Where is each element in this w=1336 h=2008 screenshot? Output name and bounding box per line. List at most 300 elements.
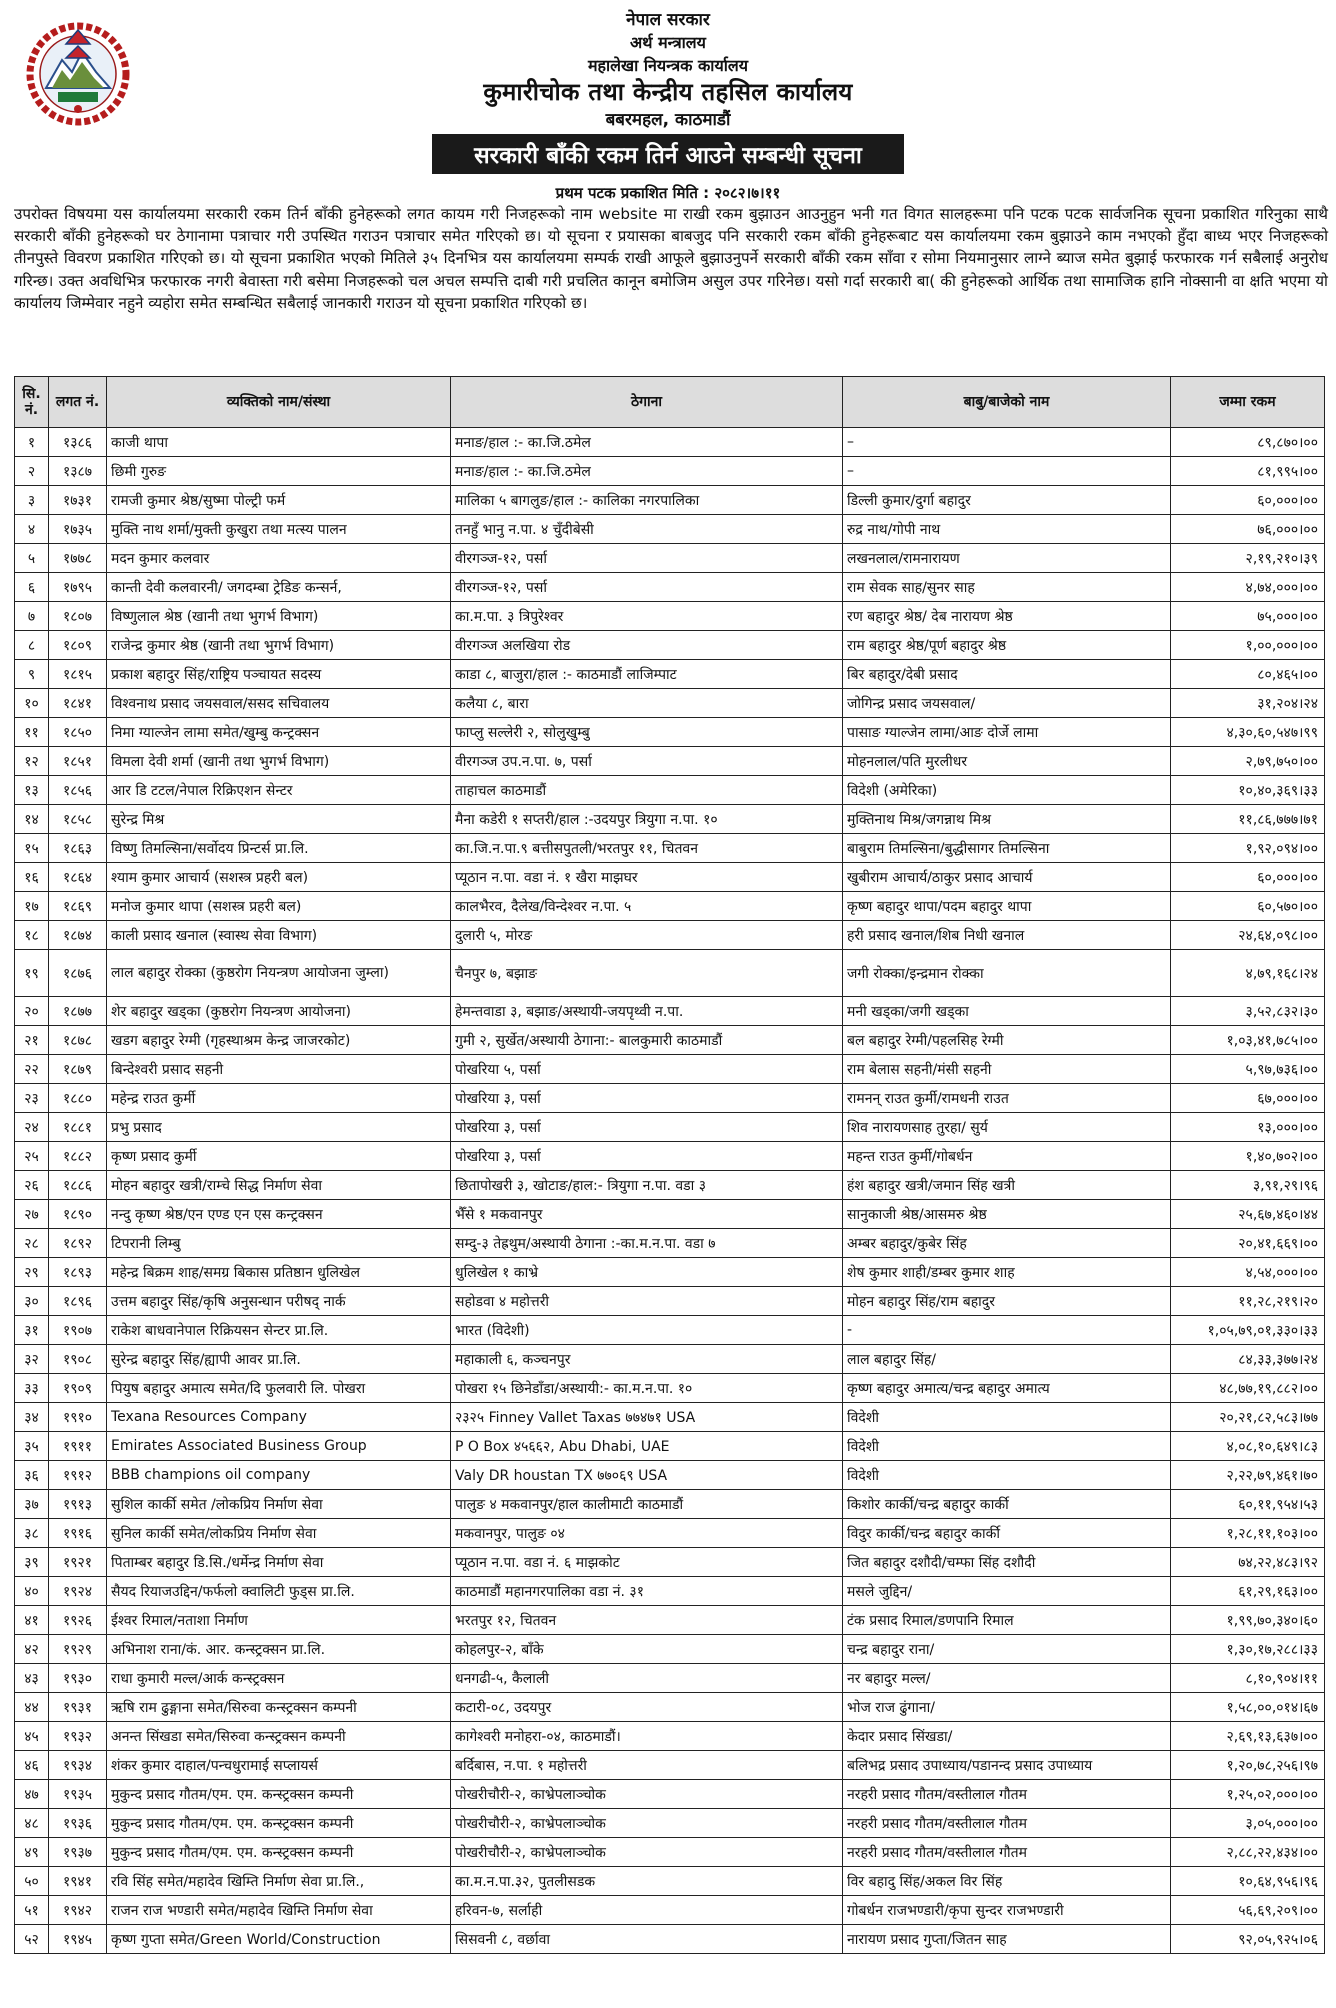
- table-row: [15, 1316, 1325, 1345]
- row-serial: ३६: [15, 1461, 49, 1490]
- row-father-grandfather: हंश बहादुर खत्री/जमान सिंह खत्री: [843, 1171, 1171, 1200]
- row-amount: ६७,०००।००: [1171, 1084, 1325, 1113]
- row-father-grandfather: नरहरी प्रसाद गौतम/वस्तीलाल गौतम: [843, 1838, 1171, 1867]
- row-address: भैँसे १ मकवानपुर: [451, 1200, 843, 1229]
- row-father-grandfather: डिल्ली कुमार/दुर्गा बहादुर: [843, 486, 1171, 515]
- table-row: [15, 892, 1325, 921]
- row-address: पोखरा १५ छिनेडाँडा/अस्थायी:- का.म.न.पा. १०: [451, 1374, 843, 1403]
- row-father-grandfather: मोहन बहादुर सिंह/राम बहादुर: [843, 1287, 1171, 1316]
- row-name: विष्णुलाल श्रेष्ठ (खानी तथा भुगर्भ विभाग): [107, 602, 451, 631]
- table-row: [15, 1809, 1325, 1838]
- row-name: विष्णु तिमल्सिना/सर्वोदय प्रिन्टर्स प्रा.लि.: [107, 834, 451, 863]
- row-serial: ३१: [15, 1316, 49, 1345]
- row-father-grandfather: -: [843, 1316, 1171, 1345]
- row-address: वीरगञ्ज-१२, पर्सा: [451, 573, 843, 602]
- table-row: [15, 921, 1325, 950]
- row-name: कान्ती देवी कलवारनी/ जगदम्बा ट्रेडिङ कन्सर्न,: [107, 573, 451, 602]
- row-address: मकवानपुर, पालुङ ०४: [451, 1519, 843, 1548]
- dues-table: [14, 376, 1325, 1954]
- row-record-no: १८०९: [49, 631, 107, 660]
- row-record-no: १८१५: [49, 660, 107, 689]
- row-amount: ६०,११,९५४।५३: [1171, 1490, 1325, 1519]
- row-address: धुलिखेल १ काभ्रे: [451, 1258, 843, 1287]
- row-address: सहोडवा ४ महोत्तरी: [451, 1287, 843, 1316]
- row-amount: १,९९,७०,३४०।६०: [1171, 1606, 1325, 1635]
- row-amount: ७६,०००।००: [1171, 515, 1325, 544]
- row-serial: २८: [15, 1229, 49, 1258]
- row-address: वीरगञ्ज उप.न.पा. ७, पर्सा: [451, 747, 843, 776]
- row-record-no: १८६९: [49, 892, 107, 921]
- row-record-no: १९२९: [49, 1635, 107, 1664]
- row-serial: २६: [15, 1171, 49, 1200]
- row-serial: २: [15, 457, 49, 486]
- row-amount: २,७९,७५०।००: [1171, 747, 1325, 776]
- row-serial: १५: [15, 834, 49, 863]
- row-father-grandfather: लाल बहादुर सिंह/: [843, 1345, 1171, 1374]
- row-father-grandfather: केदार प्रसाद सिंखडा/: [843, 1722, 1171, 1751]
- table-row: [15, 1693, 1325, 1722]
- row-serial: १२: [15, 747, 49, 776]
- row-record-no: १८८६: [49, 1171, 107, 1200]
- row-serial: ३४: [15, 1403, 49, 1432]
- row-amount: १,५८,००,०१४।६७: [1171, 1693, 1325, 1722]
- row-amount: ८९,८७०।००: [1171, 428, 1325, 457]
- row-serial: ३०: [15, 1287, 49, 1316]
- row-name: अनन्त सिंखडा समेत/सिरुवा कन्स्ट्रक्सन कम्पनी: [107, 1722, 451, 1751]
- row-father-grandfather: पासाङ ग्याल्जेन लामा/आङ दोर्जे लामा: [843, 718, 1171, 747]
- row-serial: ४८: [15, 1809, 49, 1838]
- table-header-row: [15, 377, 1325, 428]
- row-address: हरिवन-७, सर्लाही: [451, 1896, 843, 1925]
- row-amount: २,२२,७९,४६१।७०: [1171, 1461, 1325, 1490]
- notice-banner: सरकारी बाँकी रकम तिर्न आउने सम्बन्धी सूचना: [432, 134, 904, 174]
- row-record-no: १९३०: [49, 1664, 107, 1693]
- row-address: काठमाडौं महानगरपालिका वडा नं. ३१: [451, 1577, 843, 1606]
- row-address: पोखरिया ५, पर्सा: [451, 1055, 843, 1084]
- row-record-no: १९०८: [49, 1345, 107, 1374]
- row-father-grandfather: चन्द्र बहादुर राना/: [843, 1635, 1171, 1664]
- row-record-no: १८९३: [49, 1258, 107, 1287]
- row-name: मनोज कुमार थापा (सशस्त्र प्रहरी बल): [107, 892, 451, 921]
- row-father-grandfather: मोहनलाल/पति मुरलीधर: [843, 747, 1171, 776]
- row-record-no: १९२६: [49, 1606, 107, 1635]
- row-father-grandfather: कृष्ण बहादुर थापा/पदम बहादुर थापा: [843, 892, 1171, 921]
- header-address: ठेगाना: [451, 377, 843, 428]
- row-record-no: १९११: [49, 1432, 107, 1461]
- row-amount: ६०,०००।००: [1171, 863, 1325, 892]
- row-record-no: १९३५: [49, 1780, 107, 1809]
- row-amount: २४,६४,०९८।००: [1171, 921, 1325, 950]
- row-address: पोखरीचौरी-२, काभ्रेपलाञ्चोक: [451, 1838, 843, 1867]
- row-serial: ४०: [15, 1577, 49, 1606]
- table-row: [15, 1229, 1325, 1258]
- row-address: कागेश्वरी मनोहरा-०४, काठमाडौं।: [451, 1722, 843, 1751]
- row-amount: १०,६४,९५६।९६: [1171, 1867, 1325, 1896]
- row-name: पिताम्बर बहादुर डि.सि./धर्मेन्द्र निर्माण सेवा: [107, 1548, 451, 1577]
- row-serial: ४३: [15, 1664, 49, 1693]
- row-amount: १,३०,१७,२८८।३३: [1171, 1635, 1325, 1664]
- table-row: [15, 660, 1325, 689]
- row-address: का.म.पा. ३ त्रिपुरेश्वर: [451, 602, 843, 631]
- row-serial: ४: [15, 515, 49, 544]
- table-row: [15, 776, 1325, 805]
- row-address: पालुङ ४ मकवानपुर/हाल कालीमाटी काठमाडौं: [451, 1490, 843, 1519]
- row-amount: ६०,५७०।००: [1171, 892, 1325, 921]
- row-address: फाप्लु सल्लेरी २, सोलुखुम्बु: [451, 718, 843, 747]
- row-amount: ३१,२०४।२४: [1171, 689, 1325, 718]
- table-row: [15, 602, 1325, 631]
- table-row: [15, 1055, 1325, 1084]
- row-name: मदन कुमार कलवार: [107, 544, 451, 573]
- row-amount: ४,०८,१०,६४९।८३: [1171, 1432, 1325, 1461]
- row-name: ईश्वर रिमाल/नताशा निर्माण: [107, 1606, 451, 1635]
- row-name: Texana Resources Company: [107, 1403, 451, 1432]
- row-address: मनाङ/हाल :- का.जि.ठमेल: [451, 457, 843, 486]
- row-name: छिमी गुरुङ: [107, 457, 451, 486]
- row-name: सुरेन्द्र मिश्र: [107, 805, 451, 834]
- row-record-no: १९१३: [49, 1490, 107, 1519]
- row-name: सुनिल कार्की समेत/लोकप्रिय निर्माण सेवा: [107, 1519, 451, 1548]
- row-address: का.जि.न.पा.९ बत्तीसपुतली/भरतपुर ११, चितवन: [451, 834, 843, 863]
- table-row: [15, 1171, 1325, 1200]
- table-row: [15, 1838, 1325, 1867]
- row-record-no: १७७८: [49, 544, 107, 573]
- row-record-no: १९२४: [49, 1577, 107, 1606]
- row-serial: ३२: [15, 1345, 49, 1374]
- row-amount: ४,३०,६०,५४७।९९: [1171, 718, 1325, 747]
- row-record-no: १९४१: [49, 1867, 107, 1896]
- row-father-grandfather: टंक प्रसाद रिमाल/डणपानि रिमाल: [843, 1606, 1171, 1635]
- row-father-grandfather: विदेशी: [843, 1461, 1171, 1490]
- row-amount: २,८८,२२,४३४।००: [1171, 1838, 1325, 1867]
- table-row: [15, 1461, 1325, 1490]
- row-father-grandfather: किशोर कार्की/चन्द्र बहादुर कार्की: [843, 1490, 1171, 1519]
- row-address: पोखरीचौरी-२, काभ्रेपलाञ्चोक: [451, 1780, 843, 1809]
- table-row: [15, 718, 1325, 747]
- row-serial: २०: [15, 997, 49, 1026]
- row-record-no: १८८२: [49, 1142, 107, 1171]
- row-name: महेन्द्र राउत कुर्मी: [107, 1084, 451, 1113]
- header-serial: सि. नं.: [15, 377, 49, 428]
- row-amount: ३,०५,०००।००: [1171, 1809, 1325, 1838]
- row-serial: ४९: [15, 1838, 49, 1867]
- row-address: ताहाचल काठमाडौं: [451, 776, 843, 805]
- row-amount: १०,४०,३६९।३३: [1171, 776, 1325, 805]
- row-record-no: १८७६: [49, 950, 107, 997]
- row-name: शेर बहादुर खड्का (कुष्ठरोग नियन्त्रण आयोजना): [107, 997, 451, 1026]
- row-amount: १,२५,०२,०००।००: [1171, 1780, 1325, 1809]
- row-father-grandfather: विदेशी: [843, 1403, 1171, 1432]
- table-row: [15, 1664, 1325, 1693]
- table-row: [15, 1113, 1325, 1142]
- row-address: पोखरिया ३, पर्सा: [451, 1142, 843, 1171]
- office-title: कुमारीचोक तथा केन्द्रीय तहसिल कार्यालय: [483, 78, 853, 106]
- table-row: [15, 747, 1325, 776]
- row-father-grandfather: विर बहादु सिंह/अकल विर सिंह: [843, 1867, 1171, 1896]
- table-row: [15, 1577, 1325, 1606]
- row-name: काजी थापा: [107, 428, 451, 457]
- row-record-no: १८८०: [49, 1084, 107, 1113]
- row-address: सम्दु-३ तेह्रथुम/अस्थायी ठेगाना :-का.म.न.पा. वडा ७: [451, 1229, 843, 1258]
- row-father-grandfather: गोबर्धन राजभण्डारी/कृपा सुन्दर राजभण्डारी: [843, 1896, 1171, 1925]
- table-row: [15, 1345, 1325, 1374]
- row-father-grandfather: बिर बहादुर/देबी प्रसाद: [843, 660, 1171, 689]
- row-father-grandfather: शेष कुमार शाही/डम्बर कुमार शाह: [843, 1258, 1171, 1287]
- table-row: [15, 515, 1325, 544]
- row-serial: ९: [15, 660, 49, 689]
- table-row: [15, 1548, 1325, 1577]
- row-father-grandfather: बल बहादुर रेग्मी/पहलसिह रेग्मी: [843, 1026, 1171, 1055]
- row-amount: १,०५,७९,०१,३३०।३३: [1171, 1316, 1325, 1345]
- row-address: सिसवनी ८, वर्छावा: [451, 1925, 843, 1954]
- row-name: ऋषि राम ढुङ्गाना समेत/सिरुवा कन्स्ट्रक्सन कम्पनी: [107, 1693, 451, 1722]
- row-name: मोहन बहादुर खत्री/राम्चे सिद्ध निर्माण सेवा: [107, 1171, 451, 1200]
- row-name: खडग बहादुर रेग्मी (गृहस्थाश्रम केन्द्र जाजरकोट): [107, 1026, 451, 1055]
- row-name: उत्तम बहादुर सिंह/कृषि अनुसन्धान परीषद् नार्क: [107, 1287, 451, 1316]
- row-record-no: १८७७: [49, 997, 107, 1026]
- row-father-grandfather: अम्बर बहादुर/कुबेर सिंह: [843, 1229, 1171, 1258]
- row-address: तनहुँ भानु न.पा. ४ चुँदीबेसी: [451, 515, 843, 544]
- row-amount: १,०३,४१,७८५।००: [1171, 1026, 1325, 1055]
- row-amount: ८०,४६५।००: [1171, 660, 1325, 689]
- header-name: व्यक्तिको नाम/संस्था: [107, 377, 451, 428]
- row-serial: १६: [15, 863, 49, 892]
- row-record-no: १९१६: [49, 1519, 107, 1548]
- table-row: [15, 428, 1325, 457]
- row-name: राजन राज भण्डारी समेत/महादेव खिम्ति निर्माण सेवा: [107, 1896, 451, 1925]
- row-father-grandfather: सानुकाजी श्रेष्ठ/आसमरु श्रेष्ठ: [843, 1200, 1171, 1229]
- header-father-grandfather: बाबु/बाजेको नाम: [843, 377, 1171, 428]
- row-serial: ३८: [15, 1519, 49, 1548]
- row-serial: ६: [15, 573, 49, 602]
- row-amount: २,१९,२१०।३९: [1171, 544, 1325, 573]
- row-name: लाल बहादुर रोक्का (कुष्ठरोग नियन्त्रण आयोजना जुम्ला): [107, 950, 451, 997]
- table-row: [15, 1142, 1325, 1171]
- row-amount: ८४,३३,३७७।२४: [1171, 1345, 1325, 1374]
- row-name: प्रभु प्रसाद: [107, 1113, 451, 1142]
- row-amount: ८,१०,९०४।११: [1171, 1664, 1325, 1693]
- row-name: मुक्ति नाथ शर्मा/मुक्ती कुखुरा तथा मत्स्य पालन: [107, 515, 451, 544]
- row-name: राकेश बाधवानेपाल रिक्रियसन सेन्टर प्रा.लि.: [107, 1316, 451, 1345]
- table-row: [15, 1258, 1325, 1287]
- row-amount: ३,९१,२९।९६: [1171, 1171, 1325, 1200]
- row-address: कटारी-०८, उदयपुर: [451, 1693, 843, 1722]
- row-serial: १३: [15, 776, 49, 805]
- row-name: राजेन्द्र कुमार श्रेष्ठ (खानी तथा भुगर्भ विभाग): [107, 631, 451, 660]
- row-amount: ३,५२,८३२।३०: [1171, 997, 1325, 1026]
- row-name: नन्दु कृष्ण श्रेष्ठ/एन एण्ड एन एस कन्ट्रक्सन: [107, 1200, 451, 1229]
- row-record-no: १८६४: [49, 863, 107, 892]
- row-address: मनाङ/हाल :- का.जि.ठमेल: [451, 428, 843, 457]
- row-address: का.म.न.पा.३२, पुतलीसडक: [451, 1867, 843, 1896]
- row-address: वीरगञ्ज अलखिया रोड: [451, 631, 843, 660]
- row-address: कालभैरव, दैलेख/विन्देश्वर न.पा. ५: [451, 892, 843, 921]
- row-address: बर्दिबास, न.पा. १ महोत्तरी: [451, 1751, 843, 1780]
- row-address: गुमी २, सुर्खेत/अस्थायी ठेगाना:- बालकुमारी काठमाडौं: [451, 1026, 843, 1055]
- row-father-grandfather: मनी खड्का/जगी खड्का: [843, 997, 1171, 1026]
- table-row: [15, 1403, 1325, 1432]
- row-address: हेमन्तवाडा ३, बझाङ/अस्थायी-जयपृथ्वी न.पा.: [451, 997, 843, 1026]
- row-father-grandfather: बाबुराम तिमल्सिना/बुद्धीसागर तिमल्सिना: [843, 834, 1171, 863]
- row-amount: १३,०००।००: [1171, 1113, 1325, 1142]
- office-location: बबरमहल, काठमाडौं: [605, 110, 731, 130]
- row-father-grandfather: विदेशी: [843, 1432, 1171, 1461]
- row-record-no: १९३६: [49, 1809, 107, 1838]
- row-address: धनगढी-५, कैलाली: [451, 1664, 843, 1693]
- row-name: Emirates Associated Business Group: [107, 1432, 451, 1461]
- row-amount: ५,९७,७३६।००: [1171, 1055, 1325, 1084]
- row-serial: ४२: [15, 1635, 49, 1664]
- row-father-grandfather: नारायण प्रसाद गुप्ता/जितन साह: [843, 1925, 1171, 1954]
- header-total-amount: जम्मा रकम: [1171, 377, 1325, 428]
- row-amount: ४,७४,०००।००: [1171, 573, 1325, 602]
- row-amount: ४,५४,०००।००: [1171, 1258, 1325, 1287]
- row-name: आर डि टटल/नेपाल रिक्रिएशन सेन्टर: [107, 776, 451, 805]
- row-father-grandfather: जगी रोक्का/इन्द्रमान रोक्का: [843, 950, 1171, 997]
- table-row: [15, 631, 1325, 660]
- notice-paragraph: उपरोक्त विषयमा यस कार्यालयमा सरकारी रकम तिर्न बाँकी हुनेहरूको लगत कायम गरी निजहरूको नाम website मा राखी रकम बुझाउन आउनुहुन भनी गत विगत सालहरूमा पनि पटक पटक सार्वजनिक सूचना प्रकाशित गरिनुका साथै सरकारी बाँकी हुनेहरूको घर ठेगानामा पत्राचार गरी उपस्थित गराउन पत्राचार समेत गरिएको छ। यो सूचना र प्रयासका बाबजुद पनि सरकारी रकम बाँकी हुनेहरूबाट यस कार्यालयमा रकम बुझाउने काम नभएको हुँदा बाध्य भएर निजहरूको तीनपुस्ते विवरण प्रकाशित गरिएको छ। यो सूचना प्रकाशित भएको मितिले ३५ दिनभित्र यस कार्यालयमा सम्पर्क राखी आफूले बुझाउनुपर्ने सरकारी बाँकी रकम साँवा र सोमा नियमानुसार लाग्ने ब्याज समेत बुझाई फरफारक गर्न सबैलाई अनुरोध गरिन्छ। उक्त अवधिभित्र फरफारक नगरी बेवास्ता गरी बसेमा निजहरूको चल अचल सम्पत्ति दाबी गरी प्रचलित कानून बमोजिम असुल उपर गरिनेछ। यसो गर्दा सरकारी बा( की हुनेहरूको आर्थिक तथा सामाजिक हानि नोक्सानी वा क्षति भएमा यो कार्यालय जिम्मेवार नहुने व्यहोरा समेत सम्बन्धित सबैलाई जानकारी गराउन यो सूचना प्रकाशित गरिएको छ।: [14, 205, 1328, 312]
- row-amount: ८१,९९५।००: [1171, 457, 1325, 486]
- row-serial: ३९: [15, 1548, 49, 1577]
- row-record-no: १८७९: [49, 1055, 107, 1084]
- table-row: [15, 950, 1325, 997]
- row-record-no: १८०७: [49, 602, 107, 631]
- row-address: मालिका ५ बागलुङ/हाल :- कालिका नगरपालिका: [451, 486, 843, 515]
- row-father-grandfather: बलिभद्र प्रसाद उपाध्याय/पडानन्द प्रसाद उपाध्याय: [843, 1751, 1171, 1780]
- row-record-no: १८४१: [49, 689, 107, 718]
- row-record-no: १८९२: [49, 1229, 107, 1258]
- row-father-grandfather: नरहरी प्रसाद गौतम/वस्तीलाल गौतम: [843, 1780, 1171, 1809]
- row-serial: ५०: [15, 1867, 49, 1896]
- table-row: [15, 573, 1325, 602]
- row-name: रवि सिंह समेत/महादेव खिम्ति निर्माण सेवा प्रा.लि.,: [107, 1867, 451, 1896]
- row-father-grandfather: राम बहादुर श्रेष्ठ/पूर्ण बहादुर श्रेष्ठ: [843, 631, 1171, 660]
- row-serial: १८: [15, 921, 49, 950]
- row-record-no: १८८१: [49, 1113, 107, 1142]
- row-name: विश्वनाथ प्रसाद जयसवाल/ससद सचिवालय: [107, 689, 451, 718]
- row-amount: २०,४१,६६९।००: [1171, 1229, 1325, 1258]
- row-father-grandfather: शिव नारायणसाह तुरहा/ सुर्य: [843, 1113, 1171, 1142]
- row-serial: ३: [15, 486, 49, 515]
- row-father-grandfather: खुबीराम आचार्य/ठाकुर प्रसाद आचार्य: [843, 863, 1171, 892]
- row-father-grandfather: लखनलाल/रामनारायण: [843, 544, 1171, 573]
- row-record-no: १८९०: [49, 1200, 107, 1229]
- row-record-no: १९०९: [49, 1374, 107, 1403]
- row-father-grandfather: –: [843, 457, 1171, 486]
- row-record-no: १८५६: [49, 776, 107, 805]
- row-name: मुकुन्द प्रसाद गौतम/एम. एम. कन्स्ट्रक्सन कम्पनी: [107, 1809, 451, 1838]
- row-amount: १,००,०००।००: [1171, 631, 1325, 660]
- row-address: चैनपुर ७, बझाङ: [451, 950, 843, 997]
- row-record-no: १८५८: [49, 805, 107, 834]
- row-name: सैयद रियाजउद्दिन/फर्फलो क्वालिटी फुड्स प्रा.लि.: [107, 1577, 451, 1606]
- table-row: [15, 1751, 1325, 1780]
- publish-date: प्रथम पटक प्रकाशित मिति : २०८२।७।११: [555, 184, 781, 202]
- row-address: कलैया ८, बारा: [451, 689, 843, 718]
- row-serial: ५२: [15, 1925, 49, 1954]
- row-serial: ५: [15, 544, 49, 573]
- table-row: [15, 486, 1325, 515]
- row-amount: २०,२१,८२,५८३।७७: [1171, 1403, 1325, 1432]
- row-name: कृष्ण गुप्ता समेत/Green World/Construction: [107, 1925, 451, 1954]
- row-name: राधा कुमारी मल्ल/आर्क कन्स्ट्रक्सन: [107, 1664, 451, 1693]
- row-father-grandfather: भोज राज ढुंगाना/: [843, 1693, 1171, 1722]
- row-father-grandfather: मुक्तिनाथ मिश्र/जगन्नाथ मिश्र: [843, 805, 1171, 834]
- row-address: पोखरिया ३, पर्सा: [451, 1084, 843, 1113]
- row-father-grandfather: महन्त राउत कुर्मी/गोबर्धन: [843, 1142, 1171, 1171]
- row-name: कृष्ण प्रसाद कुर्मी: [107, 1142, 451, 1171]
- row-name: अभिनाश राना/कं. आर. कन्स्ट्रक्सन प्रा.लि.: [107, 1635, 451, 1664]
- table-row: [15, 1287, 1325, 1316]
- row-father-grandfather: हरी प्रसाद खनाल/शिब निधी खनाल: [843, 921, 1171, 950]
- row-serial: ८: [15, 631, 49, 660]
- row-address: कोहलपुर-२, बाँके: [451, 1635, 843, 1664]
- row-amount: २५,६७,४६०।४४: [1171, 1200, 1325, 1229]
- row-serial: ५१: [15, 1896, 49, 1925]
- row-serial: ४७: [15, 1780, 49, 1809]
- row-serial: २७: [15, 1200, 49, 1229]
- table-row: [15, 1519, 1325, 1548]
- row-serial: ११: [15, 718, 49, 747]
- row-amount: १,२८,११,१०३।००: [1171, 1519, 1325, 1548]
- row-serial: २२: [15, 1055, 49, 1084]
- row-name: बिन्देश्वरी प्रसाद सहनी: [107, 1055, 451, 1084]
- header-record-no: लगत नं.: [49, 377, 107, 428]
- row-record-no: १९०७: [49, 1316, 107, 1345]
- row-name: श्याम कुमार आचार्य (सशस्त्र प्रहरी बल): [107, 863, 451, 892]
- row-address: पोखरिया ३, पर्सा: [451, 1113, 843, 1142]
- row-serial: १९: [15, 950, 49, 997]
- row-address: मैना कडेरी १ सप्तरी/हाल :-उदयपुर त्रियुगा न.पा. १०: [451, 805, 843, 834]
- row-amount: ११,२८,२१९।२०: [1171, 1287, 1325, 1316]
- row-amount: २,६९,१३,६३७।००: [1171, 1722, 1325, 1751]
- row-record-no: १९३४: [49, 1751, 107, 1780]
- row-serial: ३५: [15, 1432, 49, 1461]
- row-record-no: १७३१: [49, 486, 107, 515]
- row-father-grandfather: रामनन् राउत कुर्मी/रामधनी राउत: [843, 1084, 1171, 1113]
- row-amount: ९२,०५,९२५।०६: [1171, 1925, 1325, 1954]
- row-father-grandfather: नर बहादुर मल्ल/: [843, 1664, 1171, 1693]
- row-serial: १०: [15, 689, 49, 718]
- row-address: पोखरीचौरी-२, काभ्रेपलाञ्चोक: [451, 1809, 843, 1838]
- table-row: [15, 805, 1325, 834]
- table-row: [15, 1200, 1325, 1229]
- row-address: २३२५ Finney Vallet Taxas ७७४७१ USA: [451, 1403, 843, 1432]
- row-record-no: १८५०: [49, 718, 107, 747]
- table-row: [15, 1374, 1325, 1403]
- row-address: वीरगञ्ज-१२, पर्सा: [451, 544, 843, 573]
- row-father-grandfather: विदेशी (अमेरिका): [843, 776, 1171, 805]
- row-father-grandfather: कृष्ण बहादुर अमात्य/चन्द्र बहादुर अमात्य: [843, 1374, 1171, 1403]
- row-amount: ६०,०००।००: [1171, 486, 1325, 515]
- table-row: [15, 1867, 1325, 1896]
- row-father-grandfather: मसले जुद्दिन/: [843, 1577, 1171, 1606]
- row-name: मुकुन्द प्रसाद गौतम/एम. एम. कन्स्ट्रक्सन कम्पनी: [107, 1838, 451, 1867]
- row-record-no: १९४२: [49, 1896, 107, 1925]
- table-row: [15, 457, 1325, 486]
- table-row: [15, 834, 1325, 863]
- table-row: [15, 1780, 1325, 1809]
- table-row: [15, 1722, 1325, 1751]
- row-amount: ४,७९,१६८।२४: [1171, 950, 1325, 997]
- row-record-no: १९३७: [49, 1838, 107, 1867]
- table-row: [15, 1896, 1325, 1925]
- header-line-fcgo: महालेखा नियन्त्रक कार्यालय: [587, 56, 749, 75]
- row-name: सुशिल कार्की समेत /लोकप्रिय निर्माण सेवा: [107, 1490, 451, 1519]
- row-amount: ११,८६,७७७।७१: [1171, 805, 1325, 834]
- row-address: भारत (विदेशी): [451, 1316, 843, 1345]
- row-serial: २३: [15, 1084, 49, 1113]
